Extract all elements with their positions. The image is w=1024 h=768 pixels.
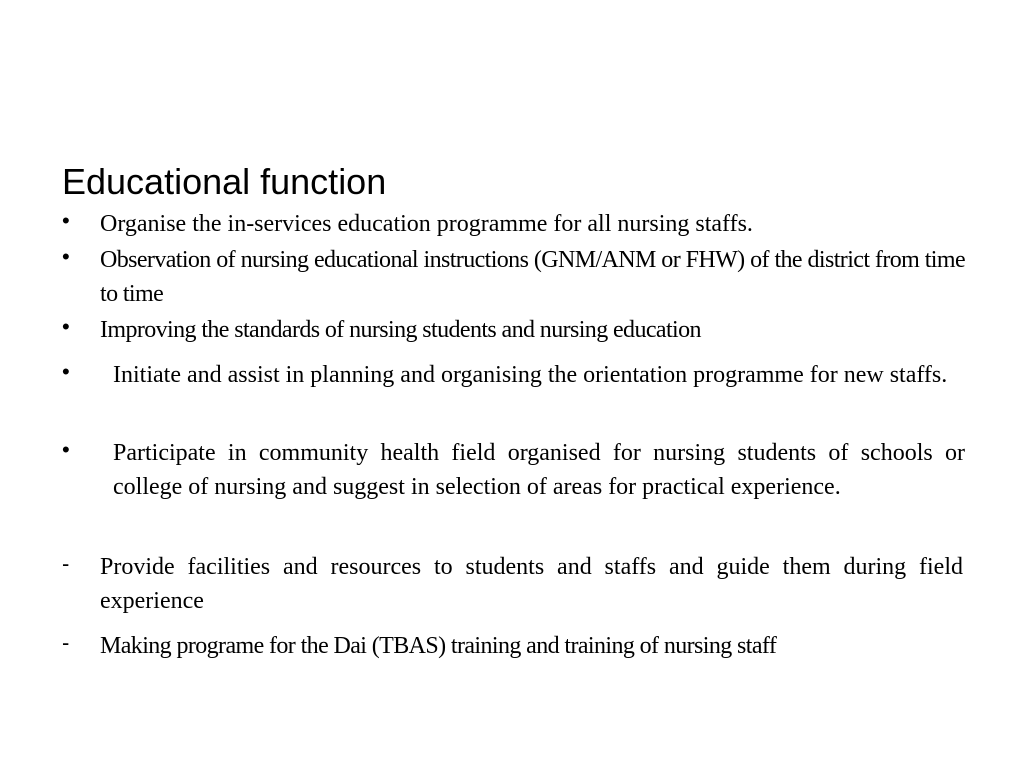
bullet-item [62, 243, 965, 313]
bullet-item [62, 358, 965, 428]
bullet-marker: • [62, 437, 70, 462]
bullet-text: Organise the in-services education programme for all nursing staffs. [100, 211, 753, 237]
bullet-marker: • [62, 208, 70, 233]
dash-text: Making programe for the Dai (TBAS) training and training of nursing staff [100, 633, 777, 659]
bullet-item [62, 436, 965, 540]
bullet-text: Initiate and assist in planning and organising the orientation programme for new staffs. [113, 362, 948, 388]
bullet-item [62, 207, 962, 241]
dash-marker: - [62, 551, 70, 576]
dash-marker: - [62, 630, 70, 655]
slide-title: Educational function [62, 161, 387, 202]
dash-item [62, 629, 963, 663]
bullet-marker: • [62, 359, 70, 384]
dash-item [62, 550, 963, 620]
bullet-text: Participate in community health field organised for nursing students of schools or college of nursing and suggest in selection of areas for practical experience. [113, 440, 965, 500]
bullet-text: Observation of nursing educational instructions (GNM/ANM or FHW) of the district from time to time [100, 247, 965, 307]
bullet-marker: • [62, 314, 70, 339]
bullet-text: Improving the standards of nursing students and nursing education [100, 317, 701, 343]
bullet-item [62, 313, 962, 347]
dash-text: Provide facilities and resources to students and staffs and guide them during field experience [100, 554, 963, 614]
bullet-marker: • [62, 244, 70, 269]
